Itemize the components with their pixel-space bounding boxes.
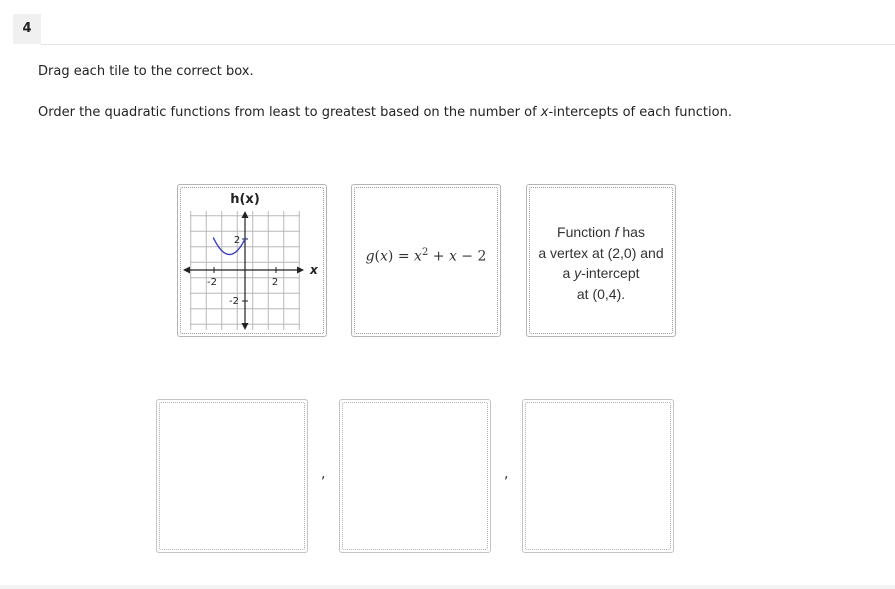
separator-comma-2: , [504,466,509,482]
g-constant: 2 [477,248,487,265]
instruction-order-pre: Order the quadratic functions from least to greatest based on the number of [38,105,541,120]
g-term2-var: x [448,248,457,265]
drop-box-3[interactable] [522,399,674,553]
f-desc-line1-post: has [618,224,645,240]
f-desc-line3-post: -intercept [581,265,640,281]
tick-label-y-2: 2 [233,235,241,246]
h-parabola [213,237,246,254]
f-desc-line1-pre: Function [557,224,615,240]
instruction-order-var: x [540,105,549,120]
g-minus: − [456,248,478,265]
drop-box-1[interactable] [156,399,308,553]
header-divider [41,44,895,45]
f-desc-line1-var: f [614,224,619,240]
g-close-paren: ) [387,248,394,265]
tile-h-graph[interactable] [177,184,327,337]
x-axis-right-arrow [297,267,304,274]
separator-comma-1: , [321,466,326,482]
drop-box-2[interactable] [339,399,491,553]
tile-g-formula[interactable] [351,184,501,337]
g-fn-name: g [365,248,375,265]
instruction-order [38,105,732,120]
h-graph [178,185,328,338]
f-desc-line1 [527,222,675,243]
y-axis-bottom-arrow [242,323,249,330]
f-desc-line3-var: y [574,265,582,281]
g-open-paren: ( [374,248,381,265]
graph-title: h(x) [230,192,260,207]
f-desc-line2: a vertex at (2,0) and [538,244,664,261]
g-formula [352,247,500,265]
tick-label-x-neg2: -2 [207,277,217,288]
question-number-badge [13,14,41,44]
g-equals: = [393,248,415,265]
g-plus: + [428,248,449,265]
instruction-order-post: -intercepts of each function. [548,105,732,120]
g-term1-var: x [414,248,422,265]
tick-label-x-2: 2 [271,277,279,288]
f-desc-line4: at (0,4). [576,285,626,302]
f-description [527,222,675,304]
f-desc-line3 [527,263,675,284]
x-axis-label: x [310,263,318,277]
g-term1-exp: 2 [421,247,429,258]
x-axis-left-arrow [183,267,190,274]
instruction-drag: Drag each tile to the correct box. [38,64,254,79]
tick-label-y-neg2: -2 [229,296,239,307]
tile-f-description[interactable] [526,184,676,337]
y-axis-top-arrow [242,211,249,218]
question-number: 4 [22,21,32,36]
g-arg-var: x [380,248,388,265]
f-desc-line3-pre: a [562,265,575,281]
